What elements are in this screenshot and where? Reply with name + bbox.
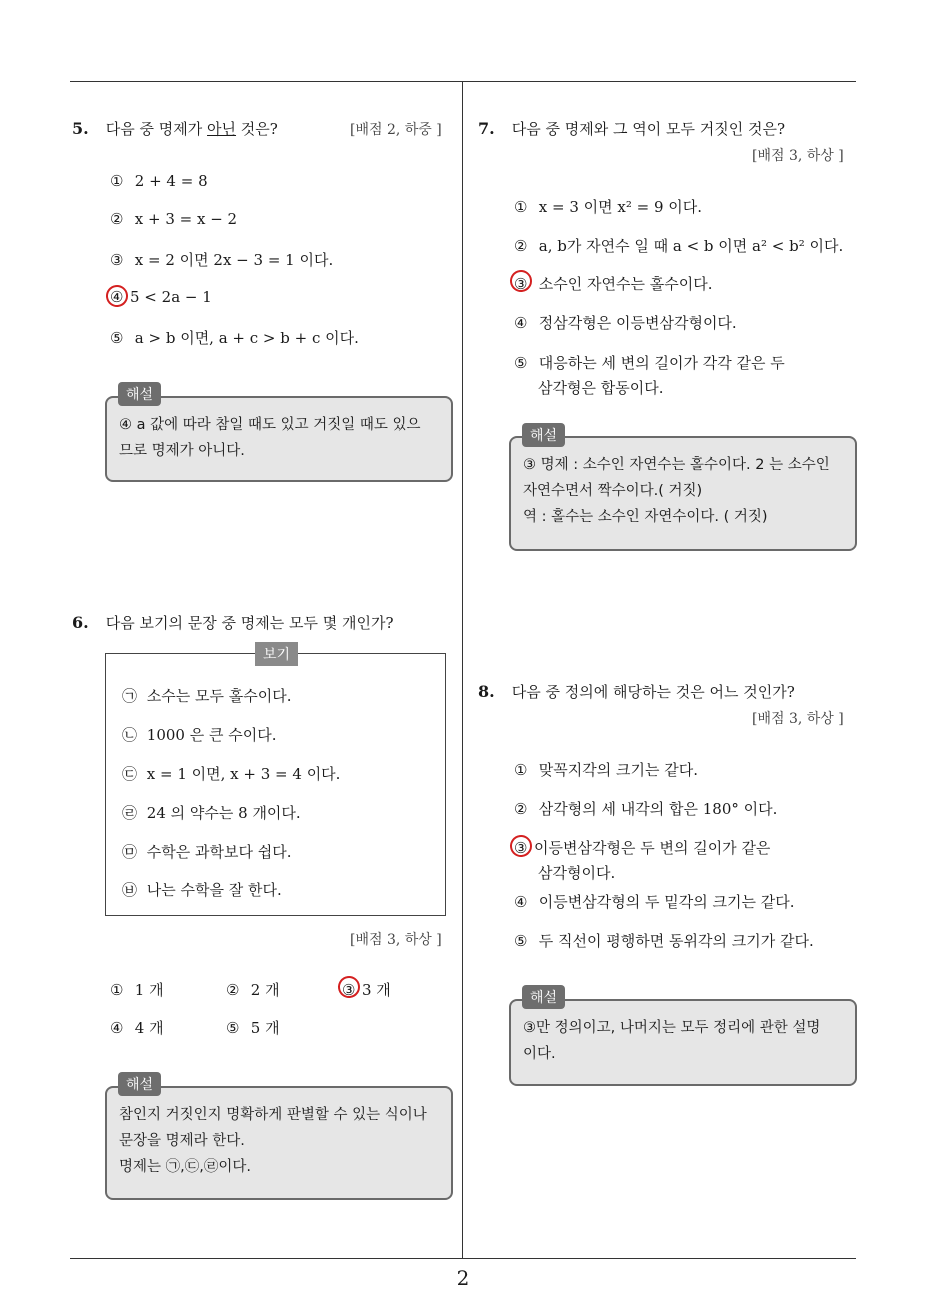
option-2[interactable]: ② a, b가 자연수 일 때 a < b 이면 a² < b² 이다.	[514, 237, 844, 255]
explanation-line: 문장을 명제라 한다.	[119, 1133, 245, 1149]
explanation-box	[105, 1086, 453, 1200]
option-4[interactable]: ④ 정삼각형은 이등변삼각형이다.	[514, 314, 737, 332]
explanation-line: ④ a 값에 따라 참일 때도 있고 거짓일 때도 있으	[119, 417, 421, 433]
explanation-line: 므로 명제가 아니다.	[119, 443, 245, 459]
option-1[interactable]: ① 2 + 4 = 8	[110, 172, 208, 190]
explanation-box	[105, 396, 453, 482]
option-3[interactable]: ③ 소수인 자연수는 홀수이다.	[514, 275, 713, 293]
question-number: 6.	[72, 613, 89, 632]
question-text: 다음 중 명제가 아닌 것은?	[105, 120, 278, 138]
top-rule	[70, 81, 856, 82]
explanation-line: ③ 명제 : 소수인 자연수는 홀수이다. 2 는 소수인	[523, 457, 830, 473]
bogi-item: ㉥ 나는 수학을 잘 한다.	[122, 881, 282, 899]
question-8	[478, 681, 858, 702]
score-label: [배점 2, 하중 ]	[350, 122, 442, 138]
bogi-item: ㉣ 24 의 약수는 8 개이다.	[122, 804, 301, 822]
score-label: [배점 3, 하상 ]	[752, 148, 844, 164]
option-5[interactable]: ⑤ 대응하는 세 변의 길이가 각각 같은 두 삼각형은 합동이다.	[514, 354, 785, 397]
explanation-tag: 해설	[522, 423, 565, 447]
explanation-tag: 해설	[118, 1072, 161, 1096]
bogi-tag: 보기	[255, 642, 298, 666]
option-5[interactable]: ⑤ 두 직선이 평행하면 동위각의 크기가 같다.	[514, 932, 814, 950]
question-text: 다음 중 명제와 그 역이 모두 거짓인 것은?	[511, 120, 786, 138]
bogi-item: ㉤ 수학은 과학보다 쉽다.	[122, 843, 292, 861]
explanation-tag: 해설	[118, 382, 161, 406]
question-number: 8.	[478, 682, 495, 701]
bogi-item: ㉢ x = 1 이면, x + 3 = 4 이다.	[122, 765, 341, 783]
option-1[interactable]: ① 맞꼭지각의 크기는 같다.	[514, 761, 698, 779]
option-3[interactable]: ③ x = 2 이면 2x − 3 = 1 이다.	[110, 251, 334, 269]
option-5[interactable]: ⑤ 5 개	[226, 1019, 280, 1037]
explanation-line: 자연수면서 짝수이다.( 거짓)	[523, 483, 703, 499]
question-text: 다음 보기의 문장 중 명제는 모두 몇 개인가?	[105, 614, 394, 632]
column-divider	[462, 82, 463, 1258]
page-number: 2	[456, 1266, 470, 1290]
explanation-line: 명제는 ㉠,㉢,㉣이다.	[119, 1159, 251, 1175]
explanation-line: 이다.	[523, 1046, 556, 1062]
explanation-line: 역 : 홀수는 소수인 자연수이다. ( 거짓)	[523, 509, 768, 525]
option-1[interactable]: ① x = 3 이면 x² = 9 이다.	[514, 198, 703, 216]
score-label: [배점 3, 하상 ]	[752, 711, 844, 727]
option-3[interactable]: ③ 이등변삼각형은 두 변의 길이가 같은 삼각형이다.	[514, 839, 771, 882]
score-label: [배점 3, 하상 ]	[350, 932, 442, 948]
bogi-item: ㉡ 1000 은 큰 수이다.	[122, 726, 277, 744]
explanation-line: ③만 정의이고, 나머지는 모두 정리에 관한 설명	[523, 1020, 821, 1036]
bottom-rule	[70, 1258, 856, 1259]
question-7	[478, 118, 858, 139]
option-4[interactable]: ④ 4 개	[110, 1019, 164, 1037]
explanation-line: 참인지 거짓인지 명확하게 판별할 수 있는 식이나	[119, 1107, 427, 1123]
question-number: 7.	[478, 119, 495, 138]
option-2[interactable]: ② 2 개	[226, 981, 280, 999]
option-4[interactable]: ④ 5 < 2a − 1	[110, 288, 212, 306]
explanation-box	[509, 999, 857, 1086]
explanation-box	[509, 436, 857, 551]
question-6	[72, 612, 452, 633]
bogi-item: ㉠ 소수는 모두 홀수이다.	[122, 687, 292, 705]
option-2[interactable]: ② 삼각형의 세 내각의 합은 180° 이다.	[514, 800, 778, 818]
option-3[interactable]: ③ 3 개	[342, 981, 391, 999]
explanation-tag: 해설	[522, 985, 565, 1009]
option-4[interactable]: ④ 이등변삼각형의 두 밑각의 크기는 같다.	[514, 893, 795, 911]
question-text: 다음 중 정의에 해당하는 것은 어느 것인가?	[511, 683, 795, 701]
option-2[interactable]: ② x + 3 = x − 2	[110, 210, 238, 228]
option-1[interactable]: ① 1 개	[110, 981, 164, 999]
question-number: 5.	[72, 119, 89, 138]
option-5[interactable]: ⑤ a > b 이면, a + c > b + c 이다.	[110, 329, 359, 347]
